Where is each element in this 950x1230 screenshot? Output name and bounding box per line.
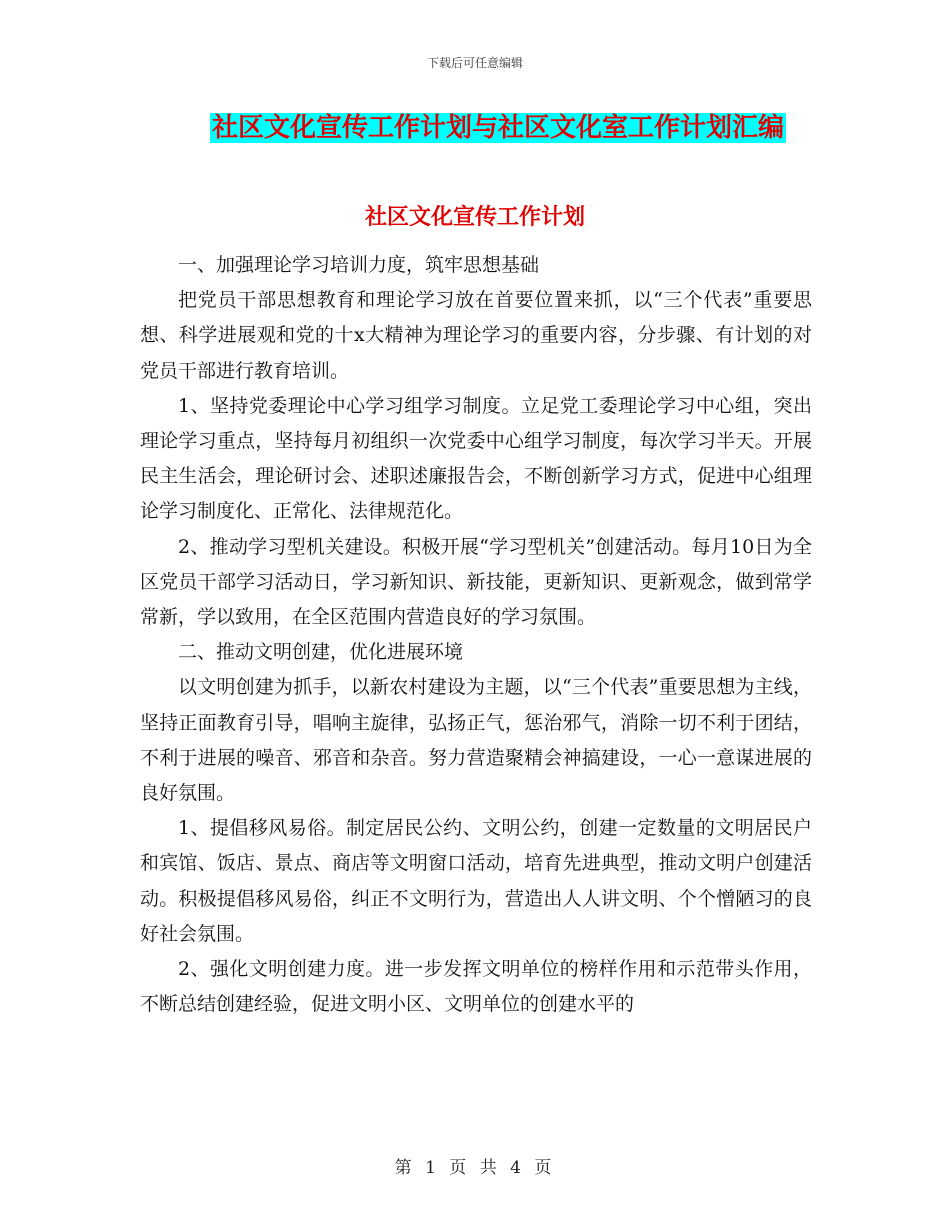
heading-paragraph: 一、加强理论学习培训力度，筑牢思想基础 <box>178 254 540 276</box>
heading-paragraph: 二、推动文明创建，优化进展环境 <box>178 641 464 664</box>
body-paragraph: 1、提倡移风易俗。制定居民公约、文明公约，创建一定数量的文明居民户和宾馆、饭店、景点、商店等文明窗口活动，培育先进典型，推动文明户创建活动。积极提倡移风易俗，纠正不文明行为，营造出人人讲文明、个个憎陋习的良好社会氛围。 <box>140 817 812 945</box>
document-body <box>140 248 812 1022</box>
main-title-text: 社区文化宣传工作计划与社区文化室工作计划汇编 <box>211 113 784 143</box>
body-paragraph: 2、推动学习型机关建设。积极开展“学习型机关”创建活动。每月10日为全区党员干部学习活动日，学习新知识、新技能，更新知识、更新观念，做到常学常新，学以致用，在全区范围内营造良好的学习氛围。 <box>140 535 812 629</box>
body-paragraph: 2、强化文明创建力度。进一步发挥文明单位的榜样作用和示范带头作用，不断总结创建经验，促进文明小区、文明单位的创建水平的 <box>140 958 812 1016</box>
section-title: 社区文化宣传工作计划 <box>364 204 585 230</box>
header-note: 下载后可任意编辑 <box>426 56 523 70</box>
document-main-title <box>0 110 950 146</box>
body-paragraph: 把党员干部思想教育和理论学习放在首要位置来抓，以“三个代表”重要思想、科学进展观和党的十x大精神为理论学习的重要内容，分步骤、有计划的对党员干部进行教育培训。 <box>140 289 812 382</box>
body-paragraph: 以文明创建为抓手，以新农村建设为主题，以“三个代表”重要思想为主线，坚持正面教育引导，唱响主旋律，弘扬正气，惩治邪气，消除一切不利于团结，不利于进展的噪音、邪音和杂音。努力营造聚精会神搞建设，一心一意谋进展的良好氛围。 <box>140 676 812 805</box>
body-paragraph: 1、坚持党委理论中心学习组学习制度。立足党工委理论学习中心组，突出理论学习重点，坚持每月初组织一次党委中心组学习制度，每次学习半天。开展民主生活会，理论研讨会、述职述廉报告会，不断创新学习方式，促进中心组理论学习制度化、正常化、法律规范化。 <box>140 394 812 523</box>
page-footer: 第 1 页 共 4 页 <box>394 1158 556 1178</box>
